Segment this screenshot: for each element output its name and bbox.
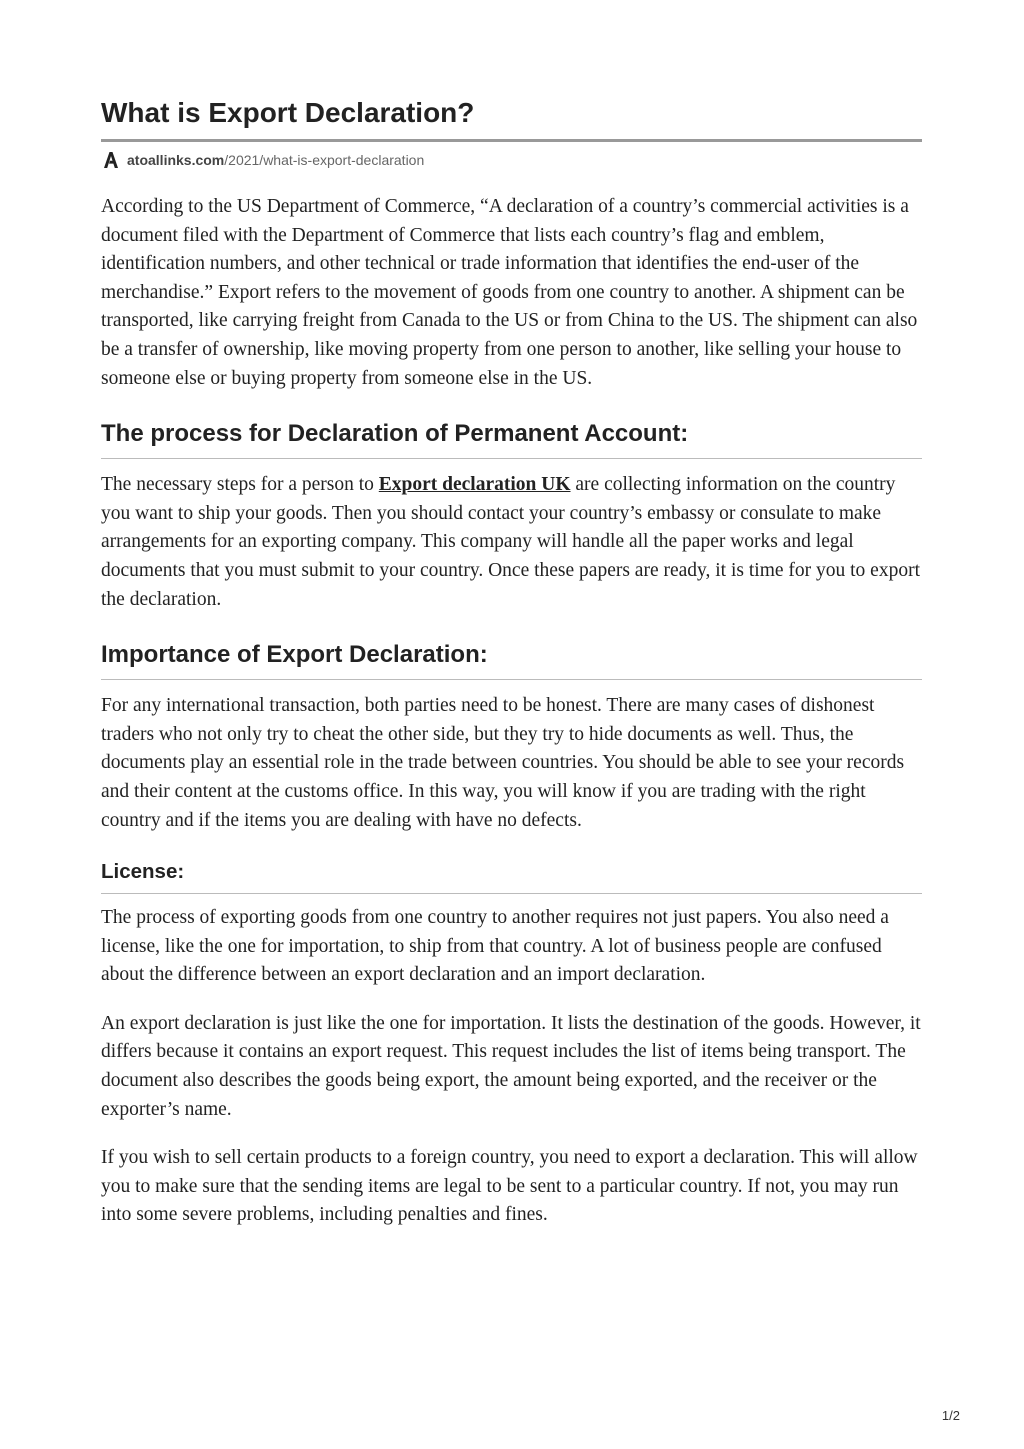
process-text-after: are collecting information on the country you want to ship your goods. Then you should contact your country’s embassy or consulate to make arrangements for an exporting company. This company will handle all the paper works and legal documents that you must submit to your country. Once these papers are ready, it is time for you to export the declaration. — [101, 474, 920, 610]
process-paragraph — [101, 471, 922, 614]
source-link[interactable] — [101, 150, 922, 170]
page-title: What is Export Declaration? — [101, 95, 922, 142]
process-text-before: The necessary steps for a person to — [101, 474, 379, 496]
license-paragraph: The process of exporting goods from one country to another requires not just papers. You also need a license, like the one for importation, to ship from that country. A lot of business people are confused about the difference between an export declaration and an import declaration. — [101, 907, 889, 986]
page-number: 1/2 — [941, 1408, 960, 1423]
a-logo-icon — [103, 151, 119, 169]
article — [101, 95, 922, 1230]
section-heading-process: The process for Declaration of Permanent Account: — [101, 419, 922, 459]
source-domain[interactable]: atoallinks.com — [127, 152, 225, 168]
section-heading-importance: Importance of Export Declaration: — [101, 640, 922, 680]
intro-paragraph: According to the US Department of Commerce, “A declaration of a country’s commercial activities is a document filed with the Department of Commerce that lists each country’s flag and emblem, identification numbers, and other technical or trade information that identifies the end-user of the merchandise.” Export refers to the movement of goods from one country to another. A shipment can be transported, like carrying freight from Canada to the US or from China to the US. The shipment can also be a transfer of ownership, like moving property from one person to another, like selling your house to someone else or buying property from someone else in the US. — [101, 196, 918, 389]
section-heading-license: License: — [101, 859, 922, 894]
export-declaration-uk-link[interactable]: Export declaration UK — [378, 474, 571, 496]
license-paragraph: If you wish to sell certain products to a foreign country, you need to export a declaration. This will allow you to make sure that the sending items are legal to be sent to a particular country. If not, you may run into some severe problems, including penalties and fines. — [101, 1147, 918, 1226]
importance-paragraph: For any international transaction, both parties need to be honest. There are many cases of dishonest traders who not only try to cheat the other side, but they try to hide documents as well. Thus, the documents play an essential role in the trade between countries. You should be able to see your records and their content at the customs office. In this way, you will know if you are trading with the right country and if the items you are dealing with have no defects. — [101, 695, 905, 831]
source-path[interactable]: /2021/what-is-export-declaration — [224, 152, 425, 168]
license-paragraph: An export declaration is just like the one for importation. It lists the destination of the goods. However, it differs because it contains an export request. This request includes the list of items being transport. The document also describes the goods being export, the amount being exported, and the receiver or the exporter’s name. — [101, 1012, 921, 1120]
